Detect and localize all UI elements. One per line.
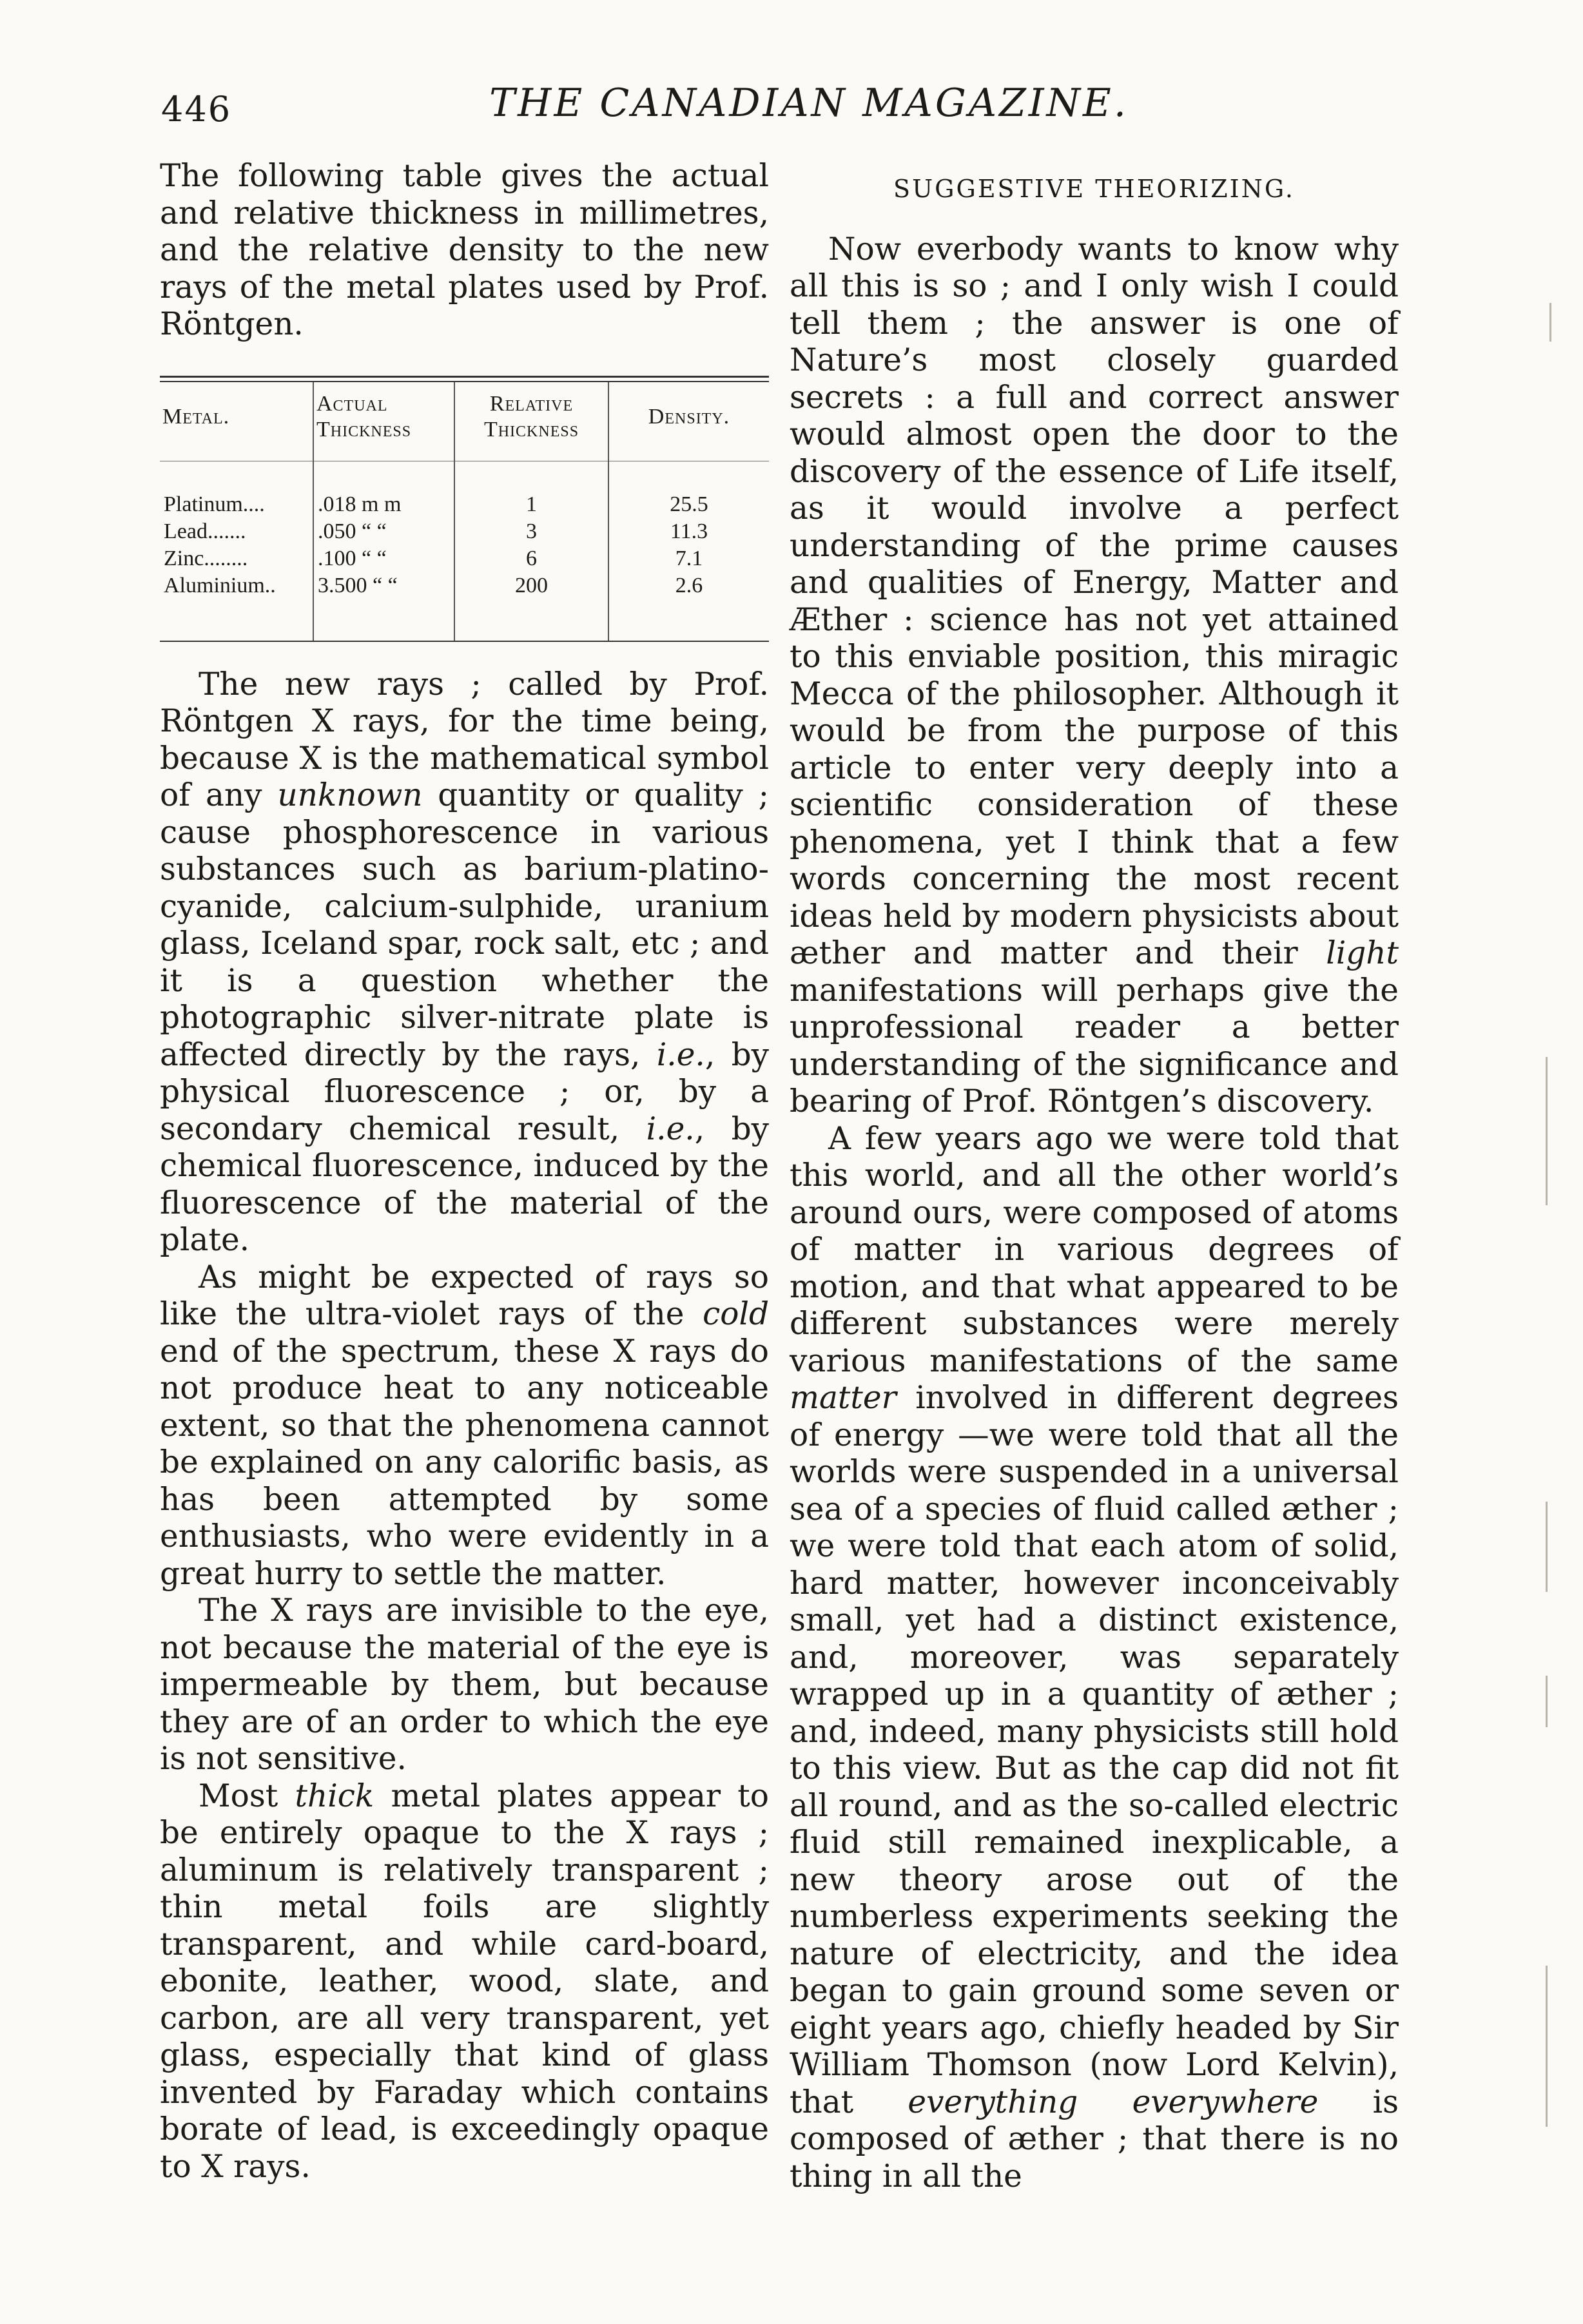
theory-intro-paragraph: Now everbody wants to know why all this is so ; and I only wish I could tell them ; the answer is one of Nature’s most closely guarded secrets : a full and correct answer would almost open the door to the discovery of the essence of Life itself, as it would involve a perfect understanding of the prime causes and qualities of Energy, Matter and Æther : science has not yet attained to this enviable position, this miragic Mecca of the philosopher. Although it would be from the purpose of this article to enter very deeply into a scientific consideration of these phenomena, yet I think that a few words concerning the most recent ideas held by modern physicists about æther and matter and their light manifestations will perhaps give the unprofessional reader a better understanding of the significance and bearing of Prof. Röntgen’s discovery. xyxy=(790,231,1399,1119)
metal-name: Zinc........ xyxy=(164,546,248,570)
metal-name: Platinum.... xyxy=(164,492,265,516)
header-metal: Metal. xyxy=(160,382,313,461)
table-row xyxy=(160,461,769,518)
metal-table xyxy=(160,376,769,642)
header-density: Density. xyxy=(608,382,769,461)
table-row xyxy=(160,572,769,641)
actual-thickness: .018 m m xyxy=(313,461,454,518)
scan-mark xyxy=(1546,1502,1548,1592)
actual-thickness: .050 “ “ xyxy=(313,518,454,545)
scan-mark xyxy=(1546,1057,1548,1205)
relative-thickness: 6 xyxy=(454,545,608,572)
right-column xyxy=(790,158,1399,2195)
running-head: THE CANADIAN MAGAZINE. xyxy=(489,81,1129,126)
scan-mark xyxy=(1546,1676,1548,1727)
table-bottom-rule xyxy=(160,641,769,642)
density: 25.5 xyxy=(608,461,769,518)
left-column xyxy=(160,158,769,2185)
heat-paragraph: As might be expected of rays so like the ultra-violet rays of the cold end of the spectrum, these X rays do not produce heat to any noticeable extent, so that the phenomena cannot be explained on any calorific basis, as has been attempted by some enthusiasts, who were evidently in a great hurry to settle the matter. xyxy=(160,1259,769,1592)
opacity-paragraph: Most thick metal plates appear to be entirely opaque to the X rays ; aluminum is relatively transparent ; thin metal foils are slightly transparent, and while card-board, ebonite, leather, wood, slate, and carbon, are all very transparent, yet glass, especially that kind of glass invented by Faraday which contains borate of lead, is exceedingly opaque to X rays. xyxy=(160,1777,769,2185)
scan-mark xyxy=(1546,1966,1548,2127)
density: 2.6 xyxy=(608,572,769,641)
table-row xyxy=(160,545,769,572)
actual-thickness: .100 “ “ xyxy=(313,545,454,572)
metal-name: Lead....... xyxy=(164,519,246,543)
header-actual-thickness: Actual Thickness xyxy=(313,382,454,461)
table-top-rule xyxy=(160,376,769,382)
table-intro-paragraph: The following table gives the actual and relative thickness in millimetres, and the relative density to the new rays of the metal plates used by Prof. Röntgen. xyxy=(160,158,769,342)
density: 11.3 xyxy=(608,518,769,545)
relative-thickness: 3 xyxy=(454,518,608,545)
density: 7.1 xyxy=(608,545,769,572)
aether-paragraph: A few years ago we were told that this world, and all the other world’s around ours, were composed of atoms of matter in various degrees of motion, and that what appeared to be different substances were merely various manifestations of the same matter involved in different degrees of energy —we were told that all the worlds were suspended in a universal sea of a species of fluid called æther ; we were told that each atom of solid, hard matter, however inconceivably small, yet had a distinct existence, and, moreover, was separately wrapped up in a quantity of æther ; and, indeed, many physicists still hold to this view. But as the cap did not fit all round, and as the so-called electric fluid still remained inexplicable, a new theory arose out of the numberless experiments seeking the nature of electricity, and the idea began to gain ground some seven or eight years ago, chiefly headed by Sir William Thomson (now Lord Kelvin), that everything everywhere is composed of æther ; that there is no thing in all the xyxy=(790,1120,1399,2194)
invisible-paragraph: The X rays are invisible to the eye, not because the material of the eye is impermeable by them, but because they are of an order to which the eye is not sensitive. xyxy=(160,1593,769,1777)
metal-table-grid xyxy=(160,382,769,641)
section-heading: SUGGESTIVE THEORIZING. xyxy=(893,175,1295,203)
scan-mark xyxy=(1549,303,1551,342)
table-row xyxy=(160,518,769,545)
header-relative-thickness: Relative Thickness xyxy=(454,382,608,461)
relative-thickness: 200 xyxy=(454,572,608,641)
x-rays-naming-paragraph: The new rays ; called by Prof. Röntgen X rays, for the time being, because X is the mathematical symbol of any unknown quantity or quality ; cause phosphorescence in various substances such as barium-platino-cyanide, calcium-sulphide, uranium glass, Iceland spar, rock salt, etc ; and it is a question whether the photographic silver-nitrate plate is affected directly by the rays, i.e., by physical fluorescence ; or, by a secondary chemical result, i.e., by chemical fluorescence, induced by the fluorescence of the material of the plate. xyxy=(160,666,770,1258)
page-number: 446 xyxy=(161,89,232,130)
actual-thickness: 3.500 “ “ xyxy=(313,572,454,641)
relative-thickness: 1 xyxy=(454,461,608,518)
metal-name: Aluminium.. xyxy=(164,573,276,597)
